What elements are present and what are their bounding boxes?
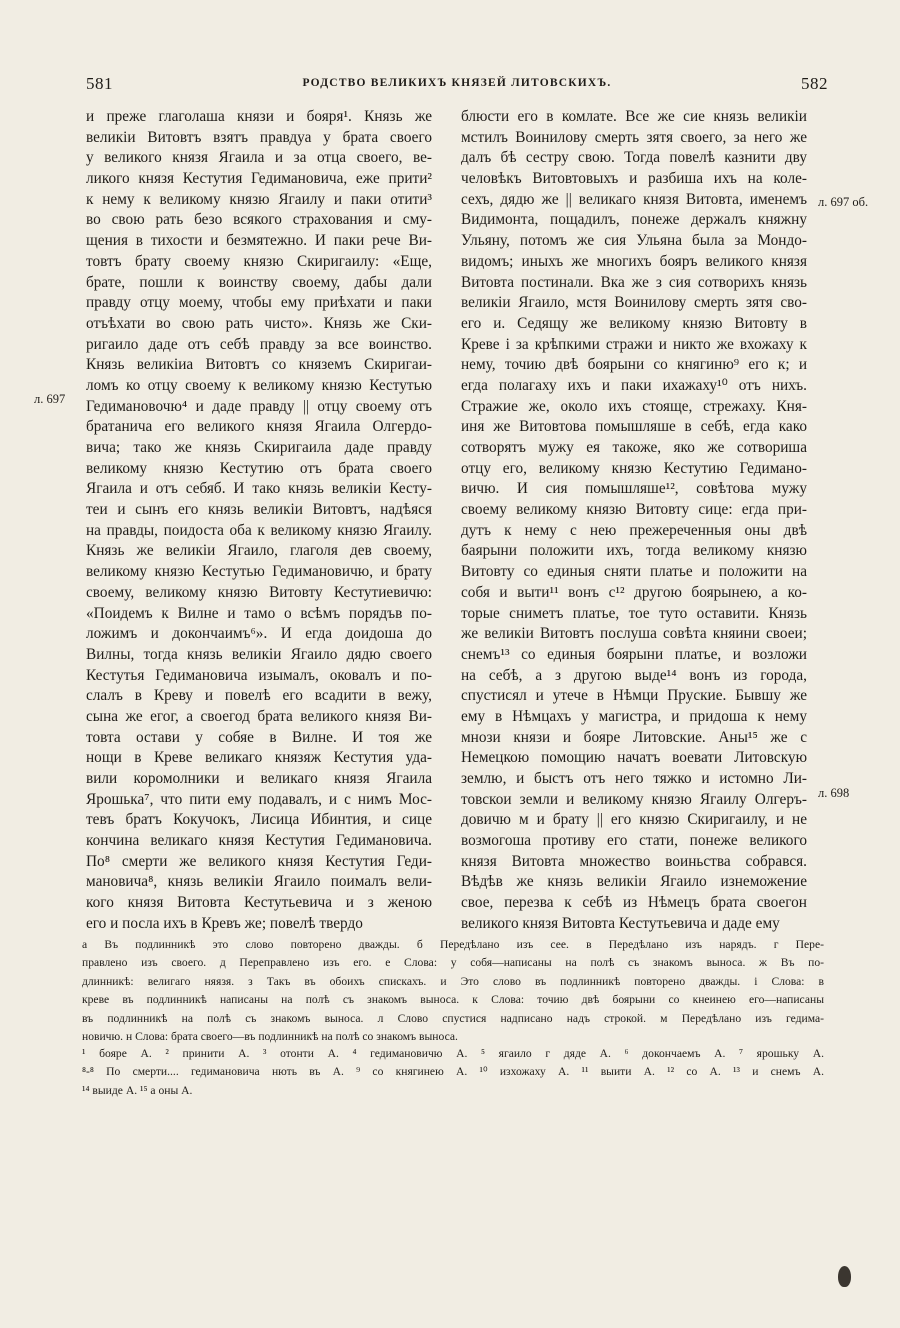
- text-line: ложимъ и докончаимъ⁶». И егда доидоша до: [86, 625, 432, 643]
- right-page-number: 582: [801, 74, 828, 93]
- text-line: великому князю Кестутию отъ брата своего: [86, 459, 432, 477]
- text-line: товтъ брату своему князю Скиригаилу: «Еще,: [86, 252, 432, 270]
- text-line: далъ бѣ сестру свою. Тогда повелѣ казнити дву: [461, 149, 807, 167]
- margin-folio-right-2: л. 698: [818, 786, 850, 800]
- left-page-number: 581: [86, 74, 113, 93]
- text-line: спустисял и утече в Нѣмци Пруские. Бывшу же: [461, 687, 807, 705]
- text-line: Немецкою помощию начатъ воевати Литовскую: [461, 749, 807, 767]
- footnote-line: креве въ подлинникѣ написаны на полѣ съ знакомъ выноса. к Слова: точию двѣ боярыни со кнеинею его—написаны: [82, 993, 824, 1007]
- text-line: своему великому князю Витовту сице: егда при-: [461, 501, 807, 519]
- text-line: слалъ в Креву и повелѣ его всадити в вежу,: [86, 687, 432, 705]
- text-line: вичю. И сия помышляше¹², совѣтова мужу: [461, 480, 807, 498]
- text-line: нему, точию двѣ боярыни со княгиню⁹ его к; и: [461, 356, 807, 374]
- text-line: собя и выти¹¹ вонъ с¹² другою боярынею, а ко-: [461, 583, 807, 601]
- text-line: брате, пошли к воинству своему, дабы дали: [86, 273, 432, 291]
- footnote-line: ⁸-⁸ По смерти.... гедимановича нють въ А. ⁹ со княгинею А. ¹⁰ изхожаху А. ¹¹ выити А. ¹² со А. ¹³ и снемъ А.: [82, 1065, 824, 1079]
- text-line: иня же Витовтова помышляше в себѣ, егда како: [461, 418, 807, 436]
- text-line: Гедимановочю⁴ и даде правду || отцу своему отъ: [86, 397, 432, 415]
- text-line: сотворятъ мужу ея такоже, яко же сотвориша: [461, 439, 807, 456]
- text-line: у великого князя Ягаила и за отца своего, ве-: [86, 149, 432, 167]
- text-line: Витовта постинали. Вка же з сия сотворихъ князь: [461, 273, 807, 291]
- text-line: По⁸ смерти же великого князя Кестутия Геди-: [86, 852, 432, 870]
- text-line: мнози князи и бояре Литовские. Аны¹⁵ же с: [461, 728, 807, 746]
- text-line: отъѣхати во свою рать чисто». Князь же Ски-: [86, 314, 432, 332]
- footnote-line: ¹ бояре А. ² принити А. ³ отонти А. ⁴ гедимановичю А. ⁵ ягаило г дяде А. ⁶ докончаемъ А. ⁷ ярошьку А.: [82, 1047, 824, 1060]
- text-line: Креве і за крѣпкими стражи и никто же вхожаху к: [461, 335, 807, 353]
- text-line: на себѣ, а з другою выде¹⁴ вонъ из города,: [461, 666, 807, 684]
- footnote-line: а Въ подлинникѣ это слово повторено дважды. б Передѣлано изъ сее. в Передѣлано изъ нарядъ. г Пере-: [82, 938, 824, 951]
- text-line: щения в тихости и безмятежно. И паки рече Ви-: [86, 232, 432, 250]
- text-line: дутъ к нему с нею прежереченныя оны двѣ: [461, 521, 807, 539]
- text-line: на правды, поидоста оба к великому князю Ягаилу.: [86, 521, 432, 539]
- text-line: великого князя Витовта Кестутьевича и даде ему: [461, 914, 780, 932]
- text-line: ригаило даде отъ себѣ правду за все воинство.: [86, 335, 432, 353]
- text-line: Видимонта, пощадилъ, понеже держалъ княжну: [461, 211, 807, 229]
- text-line: теи и сынъ его князь великіи Витовтъ, надѣяся: [86, 501, 432, 519]
- text-line: братанича его великого князя Ягаила Олгердо-: [86, 418, 432, 436]
- text-line: тевъ братъ Кокучокъ, Лисица Ибинтия, и сице: [86, 811, 432, 829]
- text-line: баярыни положити ихъ, тогда великому князю: [461, 542, 807, 560]
- text-line: великому князю Кестутью Гедимановичю, и брату: [86, 563, 432, 581]
- text-line: ему в Нѣмцахъ у магистра, и придоша к нему: [461, 707, 807, 725]
- text-line: видомъ; иныхъ же многихъ бояръ великого князя: [461, 252, 807, 270]
- right-text-column: [461, 107, 807, 935]
- text-line: же великіи Витовтъ послуша совѣта княини своеи;: [461, 625, 807, 643]
- text-line: кончина великаго князя Кестутия Гедимановича.: [86, 832, 432, 850]
- text-line: торые сниметъ платье, тое туто оставити. Князь: [461, 604, 807, 622]
- left-text-column: [86, 107, 432, 935]
- footnote-line: правлено изъ своего. д Переправлено изъ его. е Слова: у собя—написаны на полѣ съ знакомъ выноса. ж Въ по-: [82, 956, 824, 970]
- text-line: свое, перезва к себѣ из Нѣмецъ брата своегон: [461, 894, 807, 912]
- text-line: Вилны, тогда князь великіи Ягаило дядю своего: [86, 645, 432, 663]
- text-line: кого князя Витовта Кестутьевича и з женою: [86, 894, 432, 912]
- text-line: Стражие же, около ихъ стояще, стрежаху. Кня-: [461, 397, 807, 415]
- footnote-line: длинникѣ: велигаго няязя. з Такъ въ обоихъ спискахъ. и Это слово въ подлинникѣ повторено дважды. і Слова: в: [82, 974, 824, 988]
- text-line: вили коромолники и великаго князя Ягаила: [86, 770, 432, 787]
- text-line: и преже глаголаша князи и бояря¹. Князь же: [86, 108, 432, 125]
- text-line: великіи Ягаило, мстя Воинилову смерть зятя сво-: [461, 294, 807, 312]
- text-line: сына же егог, а своегод брата великого князя Ви-: [86, 707, 432, 725]
- text-line: Князь великіиа Витовтъ со княземъ Скиригаи-: [86, 356, 432, 374]
- text-line: человѣкъ Витовтовыхъ и разбиша ихъ на коле-: [461, 170, 807, 188]
- text-line: Князь же великіи Ягаило, глаголя дев своему,: [86, 542, 432, 560]
- text-line: к нему к великому князю Ягаилу и паки отити³: [86, 190, 432, 208]
- text-line: ломъ ко отцу своему к великому князю Кестутью: [86, 376, 432, 394]
- text-line: ликого князя Кестутия Гедимановича, еже прити²: [86, 170, 432, 188]
- text-line: товта остави у собяе в Вилне. И тоя же: [86, 728, 432, 746]
- text-line: возмогоша противу его стати, понеже великого: [461, 832, 807, 850]
- text-line: князя Витовта множество воиньства собрався.: [461, 852, 807, 870]
- footnote-line: въ подлинникѣ на полѣ съ знакомъ выноса. л Слово спустися надписано надъ строкой. м Передѣлано изъ гедима-: [82, 1011, 824, 1025]
- text-line: его и посла ихъ в Кревъ же; повелѣ твердо: [86, 914, 363, 932]
- text-line: мановича⁸, князь великіи Ягаило поималъ вели-: [86, 873, 432, 891]
- margin-folio-right-1: л. 697 об.: [818, 195, 869, 209]
- text-line: великіи Витовтъ взятъ правдуа у брата своего: [86, 128, 432, 146]
- text-line: своему, великому князю Витовту Кестутиевичю:: [86, 583, 432, 601]
- text-line: нощи в Креве великаго князяж Кестутия уда-: [86, 749, 432, 767]
- text-line: Кестутья Гедимановича изымалъ, оковалъ и по-: [86, 666, 432, 684]
- text-line: блюсти его в комлате. Все же сие князь великіи: [461, 108, 807, 125]
- text-line: во свою рать безо всякого страхования и сму-: [86, 211, 432, 229]
- running-header: [82, 74, 832, 98]
- text-line: снемъ¹³ со единыя боярыни платье, и возложи: [461, 645, 807, 663]
- running-title: РОДСТВО ВЕЛИКИХЪ КНЯЗЕЙ ЛИТОВСКИХЪ.: [302, 77, 612, 89]
- text-line: егда полагаху ихъ и паки ихажаху¹⁰ отъ нихъ.: [461, 376, 807, 394]
- footnote-line: новичю. н Слова: брата своего—въ подлинникѣ на полѣ со знакомъ выноса.: [82, 1029, 458, 1043]
- text-line: Витовту со единыя сняти платье и положити на: [461, 563, 807, 581]
- text-line: сехъ, дядю же || великаго князя Витовта, именемъ: [461, 190, 807, 208]
- text-line: Ягаила и отъ себяб. И тако князь великіи Кесту-: [86, 480, 432, 498]
- margin-folio-left: л. 697: [34, 392, 66, 406]
- footnotes-numbered: [82, 1045, 824, 1100]
- text-line: отцу его, великому князю Кестутию Гедимано-: [461, 459, 807, 477]
- text-line: товскои земли и великому князю Ягаилу Олгеръ-: [461, 790, 807, 808]
- footnotes-lettered: [82, 936, 824, 1046]
- text-line: Вѣдѣв же князь великіи Ягаило изнеможение: [461, 873, 807, 891]
- text-line: довичю м и брату || его князю Скиригаилу, и не: [461, 811, 807, 829]
- text-line: Ярошька⁷, что пити ему подавалъ, и с нимъ Мос-: [86, 790, 432, 808]
- text-line: мстилъ Воинилову смерть зятя своего, за него же: [461, 128, 807, 146]
- ink-blot: [838, 1266, 851, 1287]
- text-line: его и. Седящу же великому князю Витовту в: [461, 314, 807, 332]
- text-line: «Поидемъ к Вилне и тамо о всѣмъ порядъв по-: [86, 604, 432, 622]
- text-line: Ульяну, потомъ же сия Ульяна была за Мондо-: [461, 232, 807, 250]
- text-line: землю, и быстъ отъ него тяжко и истомно Ли-: [461, 770, 807, 787]
- text-line: вича; тако же князь Скиригаила даде правду: [86, 439, 432, 456]
- footnote-line: ¹⁴ выиде А. ¹⁵ а оны А.: [82, 1083, 193, 1097]
- text-line: правду отцу моему, чтобы ему приѣхати и паки: [86, 294, 432, 312]
